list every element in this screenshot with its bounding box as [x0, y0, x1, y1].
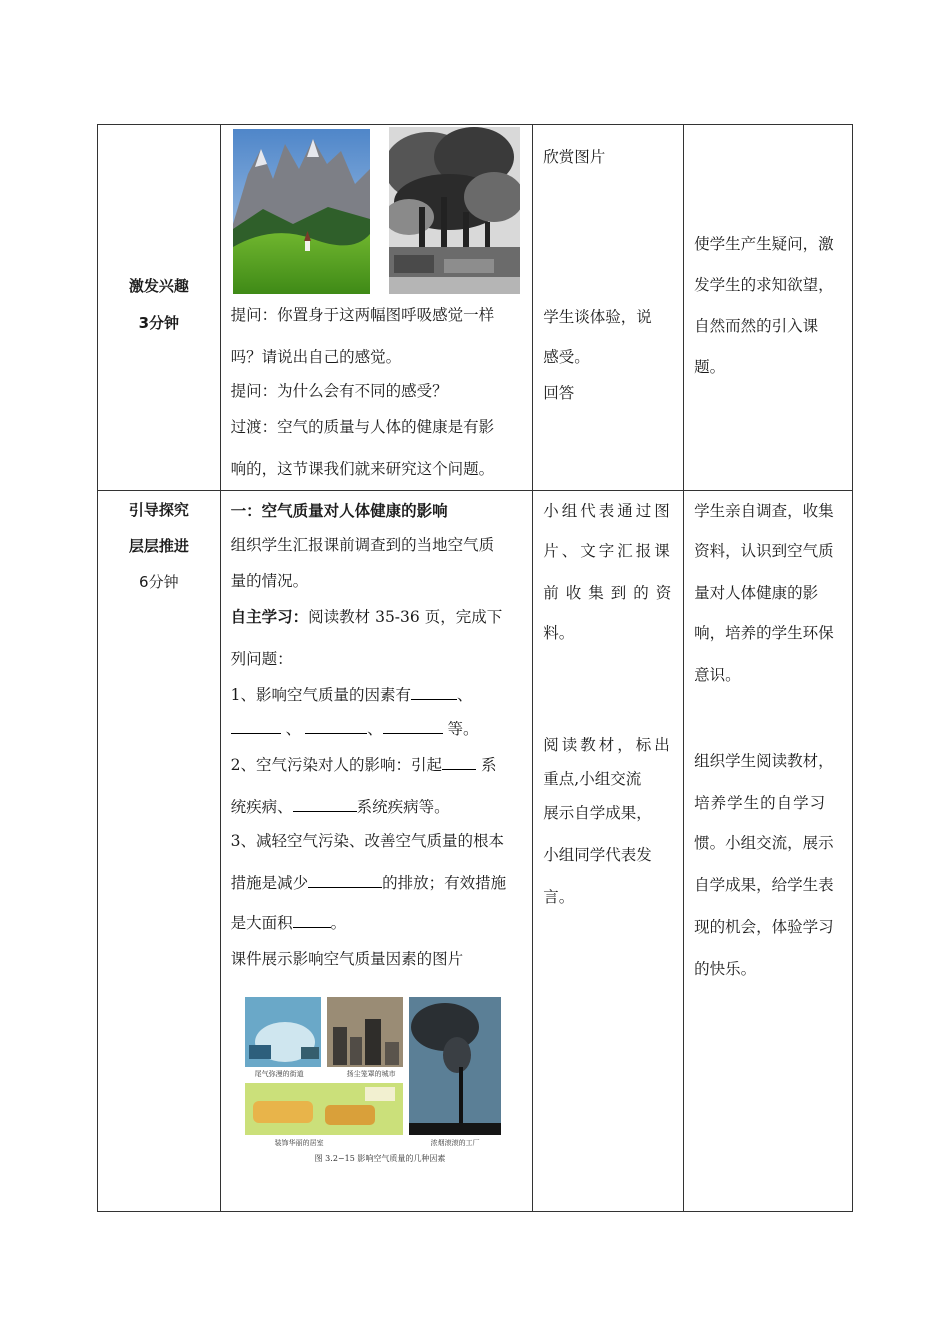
question-3-line: 3、减轻空气污染、改善空气质量的根本	[230, 832, 505, 850]
student-line: 小组代表通过图	[543, 502, 673, 520]
lesson-plan-table	[97, 124, 853, 1212]
intent-line: 量对人体健康的影	[694, 584, 819, 602]
design-intent-cell	[684, 491, 853, 1212]
question-text: 是大面积	[230, 914, 293, 932]
mountain-landscape-image	[233, 129, 370, 294]
question-text: 统疾病、	[230, 798, 293, 816]
stage-time: 6分钟	[139, 573, 179, 591]
stage-title-2: 层层推进	[128, 537, 189, 555]
intent-line: 培养学生的自学习	[694, 794, 827, 812]
intent-line: 学生亲自调查，收集	[694, 502, 834, 520]
table-row	[98, 491, 853, 1212]
stage-cell	[98, 125, 221, 491]
student-line: 言。	[543, 888, 575, 906]
table-row	[98, 125, 853, 491]
student-line: 小组同学代表发	[543, 846, 652, 864]
question-text: 。	[330, 914, 347, 932]
teacher-line: 列问题：	[230, 650, 293, 668]
design-intent-cell	[684, 125, 853, 491]
intent-line: 发学生的求知欲望，	[694, 276, 834, 294]
answer-blank[interactable]	[305, 719, 367, 734]
student-line: 欣赏图片	[543, 148, 606, 166]
student-line: 阅读教材，标出	[543, 736, 673, 754]
student-activity-cell	[533, 125, 684, 491]
student-line: 学生谈体验，说	[543, 308, 652, 326]
question-2-cont-line	[231, 795, 450, 817]
teacher-activity-cell	[220, 125, 533, 491]
student-line: 重点,小组交流	[543, 770, 642, 788]
question-text: 等。	[442, 720, 479, 738]
figure-caption: 浓烟滚滚的工厂	[430, 1139, 480, 1147]
question-text: 、	[457, 686, 473, 704]
student-line: 片、文字汇报课	[543, 542, 673, 560]
question-text: 的排放；有效措施	[382, 874, 507, 892]
question-2-line	[231, 753, 497, 775]
question-1-line	[231, 683, 473, 705]
teacher-line: 课件展示影响空气质量因素的图片	[230, 950, 464, 968]
question-1-cont-line	[231, 717, 479, 739]
question-text: 措施是减少	[230, 874, 309, 892]
question-text: 2、空气污染对人的影响：引起	[230, 756, 443, 774]
stage-title: 激发兴趣	[128, 277, 189, 295]
figure-caption: 装饰华丽的居室	[274, 1139, 324, 1147]
intent-line: 响，培养的学生环保	[694, 624, 834, 642]
student-line: 前收集到的资	[543, 584, 679, 602]
answer-blank[interactable]	[308, 873, 382, 888]
self-study-text: 阅读教材 35-36 页，完成下	[308, 608, 503, 626]
teacher-line: 量的情况。	[230, 572, 309, 590]
intent-line: 题。	[694, 358, 726, 376]
teacher-activity-cell	[220, 491, 533, 1212]
question-3-end-line	[231, 911, 347, 933]
teacher-line: 过渡：空气的质量与人体的健康是有影	[230, 418, 495, 436]
stage-cell	[98, 491, 221, 1212]
section-heading: 一：空气质量对人体健康的影响	[230, 502, 448, 520]
self-study-label: 自主学习：	[230, 608, 309, 626]
question-text: 1、影响空气质量的因素有	[230, 686, 412, 704]
figure-caption: 扬尘笼罩的城市	[346, 1070, 396, 1078]
intent-line: 资料，认识到空气质	[694, 542, 834, 560]
question-text: 系统疾病等。	[356, 798, 450, 816]
intent-line: 现的机会，体验学习	[694, 918, 834, 936]
answer-blank[interactable]	[411, 685, 457, 700]
answer-blank[interactable]	[442, 755, 476, 770]
intent-line: 组织学生阅读教材，	[694, 752, 834, 770]
student-line: 料。	[543, 624, 575, 642]
student-line: 展示自学成果，	[543, 804, 652, 822]
student-line: 回答	[543, 384, 575, 402]
student-activity-cell	[533, 491, 684, 1212]
answer-blank[interactable]	[383, 719, 443, 734]
answer-blank[interactable]	[293, 797, 357, 812]
teacher-line: 提问：为什么会有不同的感受？	[230, 382, 448, 400]
intent-line: 自然而然的引入课	[694, 317, 819, 335]
intent-line: 自学成果，给学生表	[694, 876, 834, 894]
intent-line: 意识。	[694, 666, 741, 684]
answer-blank[interactable]	[293, 913, 331, 928]
teacher-line: 响的，这节课我们就来研究这个问题。	[230, 460, 495, 478]
teacher-line: 组织学生汇报课前调查到的当地空气质	[230, 536, 495, 554]
stage-time: 3分钟	[138, 314, 180, 332]
intent-line: 使学生产生疑问，激	[694, 235, 834, 253]
teacher-line: 吗？请说出自己的感觉。	[230, 348, 402, 366]
teacher-line: 提问：你置身于这两幅图呼吸感觉一样	[230, 306, 495, 324]
pollution-factors-figure	[245, 997, 501, 1177]
answer-blank[interactable]	[231, 719, 281, 734]
figure-caption: 尾气弥漫的街道	[254, 1070, 304, 1078]
intent-line: 的快乐。	[694, 960, 757, 978]
question-text: 、	[367, 720, 383, 738]
teacher-line	[231, 605, 503, 627]
stage-title: 引导探究	[128, 501, 189, 519]
student-line: 感受。	[543, 348, 590, 366]
figure-title: 图 3.2−15 影响空气质量的几种因素	[314, 1154, 446, 1163]
intent-line: 惯。小组交流，展示	[694, 834, 834, 852]
question-3-cont-line	[231, 871, 507, 893]
question-text: 、	[280, 720, 302, 738]
question-text: 系	[476, 756, 497, 774]
factory-smoke-image	[389, 127, 520, 294]
